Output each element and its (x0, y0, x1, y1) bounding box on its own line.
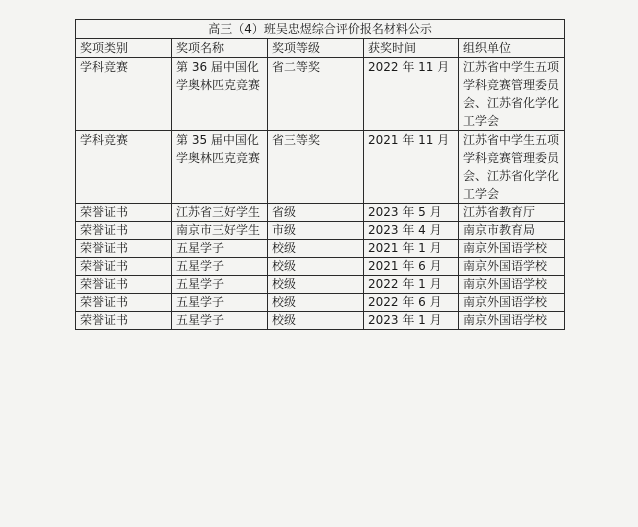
awards-table (75, 19, 565, 330)
cell-date: 2022 年 1 月 (364, 276, 459, 294)
cell-category: 学科竞赛 (76, 58, 172, 131)
header-award-name: 奖项名称 (172, 39, 268, 58)
cell-category: 荣誉证书 (76, 258, 172, 276)
cell-organizer: 南京外国语学校 (459, 258, 565, 276)
header-row (76, 39, 565, 58)
table-row (76, 294, 565, 312)
cell-organizer: 江苏省中学生五项学科竞赛管理委员会、江苏省化学化工学会 (459, 131, 565, 204)
table-title: 高三（4）班吴忠煜综合评价报名材料公示 (76, 20, 565, 39)
cell-date: 2021 年 6 月 (364, 258, 459, 276)
cell-organizer: 江苏省中学生五项学科竞赛管理委员会、江苏省化学化工学会 (459, 58, 565, 131)
cell-organizer: 南京外国语学校 (459, 240, 565, 258)
cell-date: 2021 年 11 月 (364, 131, 459, 204)
cell-category: 荣誉证书 (76, 276, 172, 294)
table-row (76, 204, 565, 222)
cell-organizer: 南京外国语学校 (459, 276, 565, 294)
cell-name: 五星学子 (172, 312, 268, 330)
cell-category: 荣誉证书 (76, 312, 172, 330)
cell-name: 第 35 届中国化学奥林匹克竞赛 (172, 131, 268, 204)
cell-level: 校级 (268, 294, 364, 312)
cell-category: 荣誉证书 (76, 222, 172, 240)
cell-level: 校级 (268, 258, 364, 276)
cell-category: 学科竞赛 (76, 131, 172, 204)
cell-category: 荣誉证书 (76, 294, 172, 312)
header-award-category: 奖项类别 (76, 39, 172, 58)
cell-organizer: 南京市教育局 (459, 222, 565, 240)
table-row (76, 131, 565, 204)
cell-level: 省级 (268, 204, 364, 222)
cell-name: 南京市三好学生 (172, 222, 268, 240)
cell-organizer: 南京外国语学校 (459, 294, 565, 312)
header-award-date: 获奖时间 (364, 39, 459, 58)
table-row (76, 276, 565, 294)
table-row (76, 258, 565, 276)
cell-date: 2023 年 4 月 (364, 222, 459, 240)
cell-level: 省三等奖 (268, 131, 364, 204)
cell-organizer: 南京外国语学校 (459, 312, 565, 330)
cell-name: 五星学子 (172, 240, 268, 258)
header-award-level: 奖项等级 (268, 39, 364, 58)
table-row (76, 240, 565, 258)
cell-date: 2021 年 1 月 (364, 240, 459, 258)
cell-level: 校级 (268, 312, 364, 330)
cell-name: 江苏省三好学生 (172, 204, 268, 222)
table-row (76, 312, 565, 330)
cell-level: 校级 (268, 276, 364, 294)
cell-name: 五星学子 (172, 294, 268, 312)
cell-organizer: 江苏省教育厅 (459, 204, 565, 222)
cell-category: 荣誉证书 (76, 240, 172, 258)
cell-name: 五星学子 (172, 276, 268, 294)
cell-date: 2023 年 5 月 (364, 204, 459, 222)
cell-level: 省二等奖 (268, 58, 364, 131)
cell-category: 荣誉证书 (76, 204, 172, 222)
table-row (76, 58, 565, 131)
cell-date: 2023 年 1 月 (364, 312, 459, 330)
cell-name: 五星学子 (172, 258, 268, 276)
cell-date: 2022 年 6 月 (364, 294, 459, 312)
cell-level: 校级 (268, 240, 364, 258)
cell-level: 市级 (268, 222, 364, 240)
cell-name: 第 36 届中国化学奥林匹克竞赛 (172, 58, 268, 131)
cell-date: 2022 年 11 月 (364, 58, 459, 131)
header-organizer: 组织单位 (459, 39, 565, 58)
table-row (76, 222, 565, 240)
